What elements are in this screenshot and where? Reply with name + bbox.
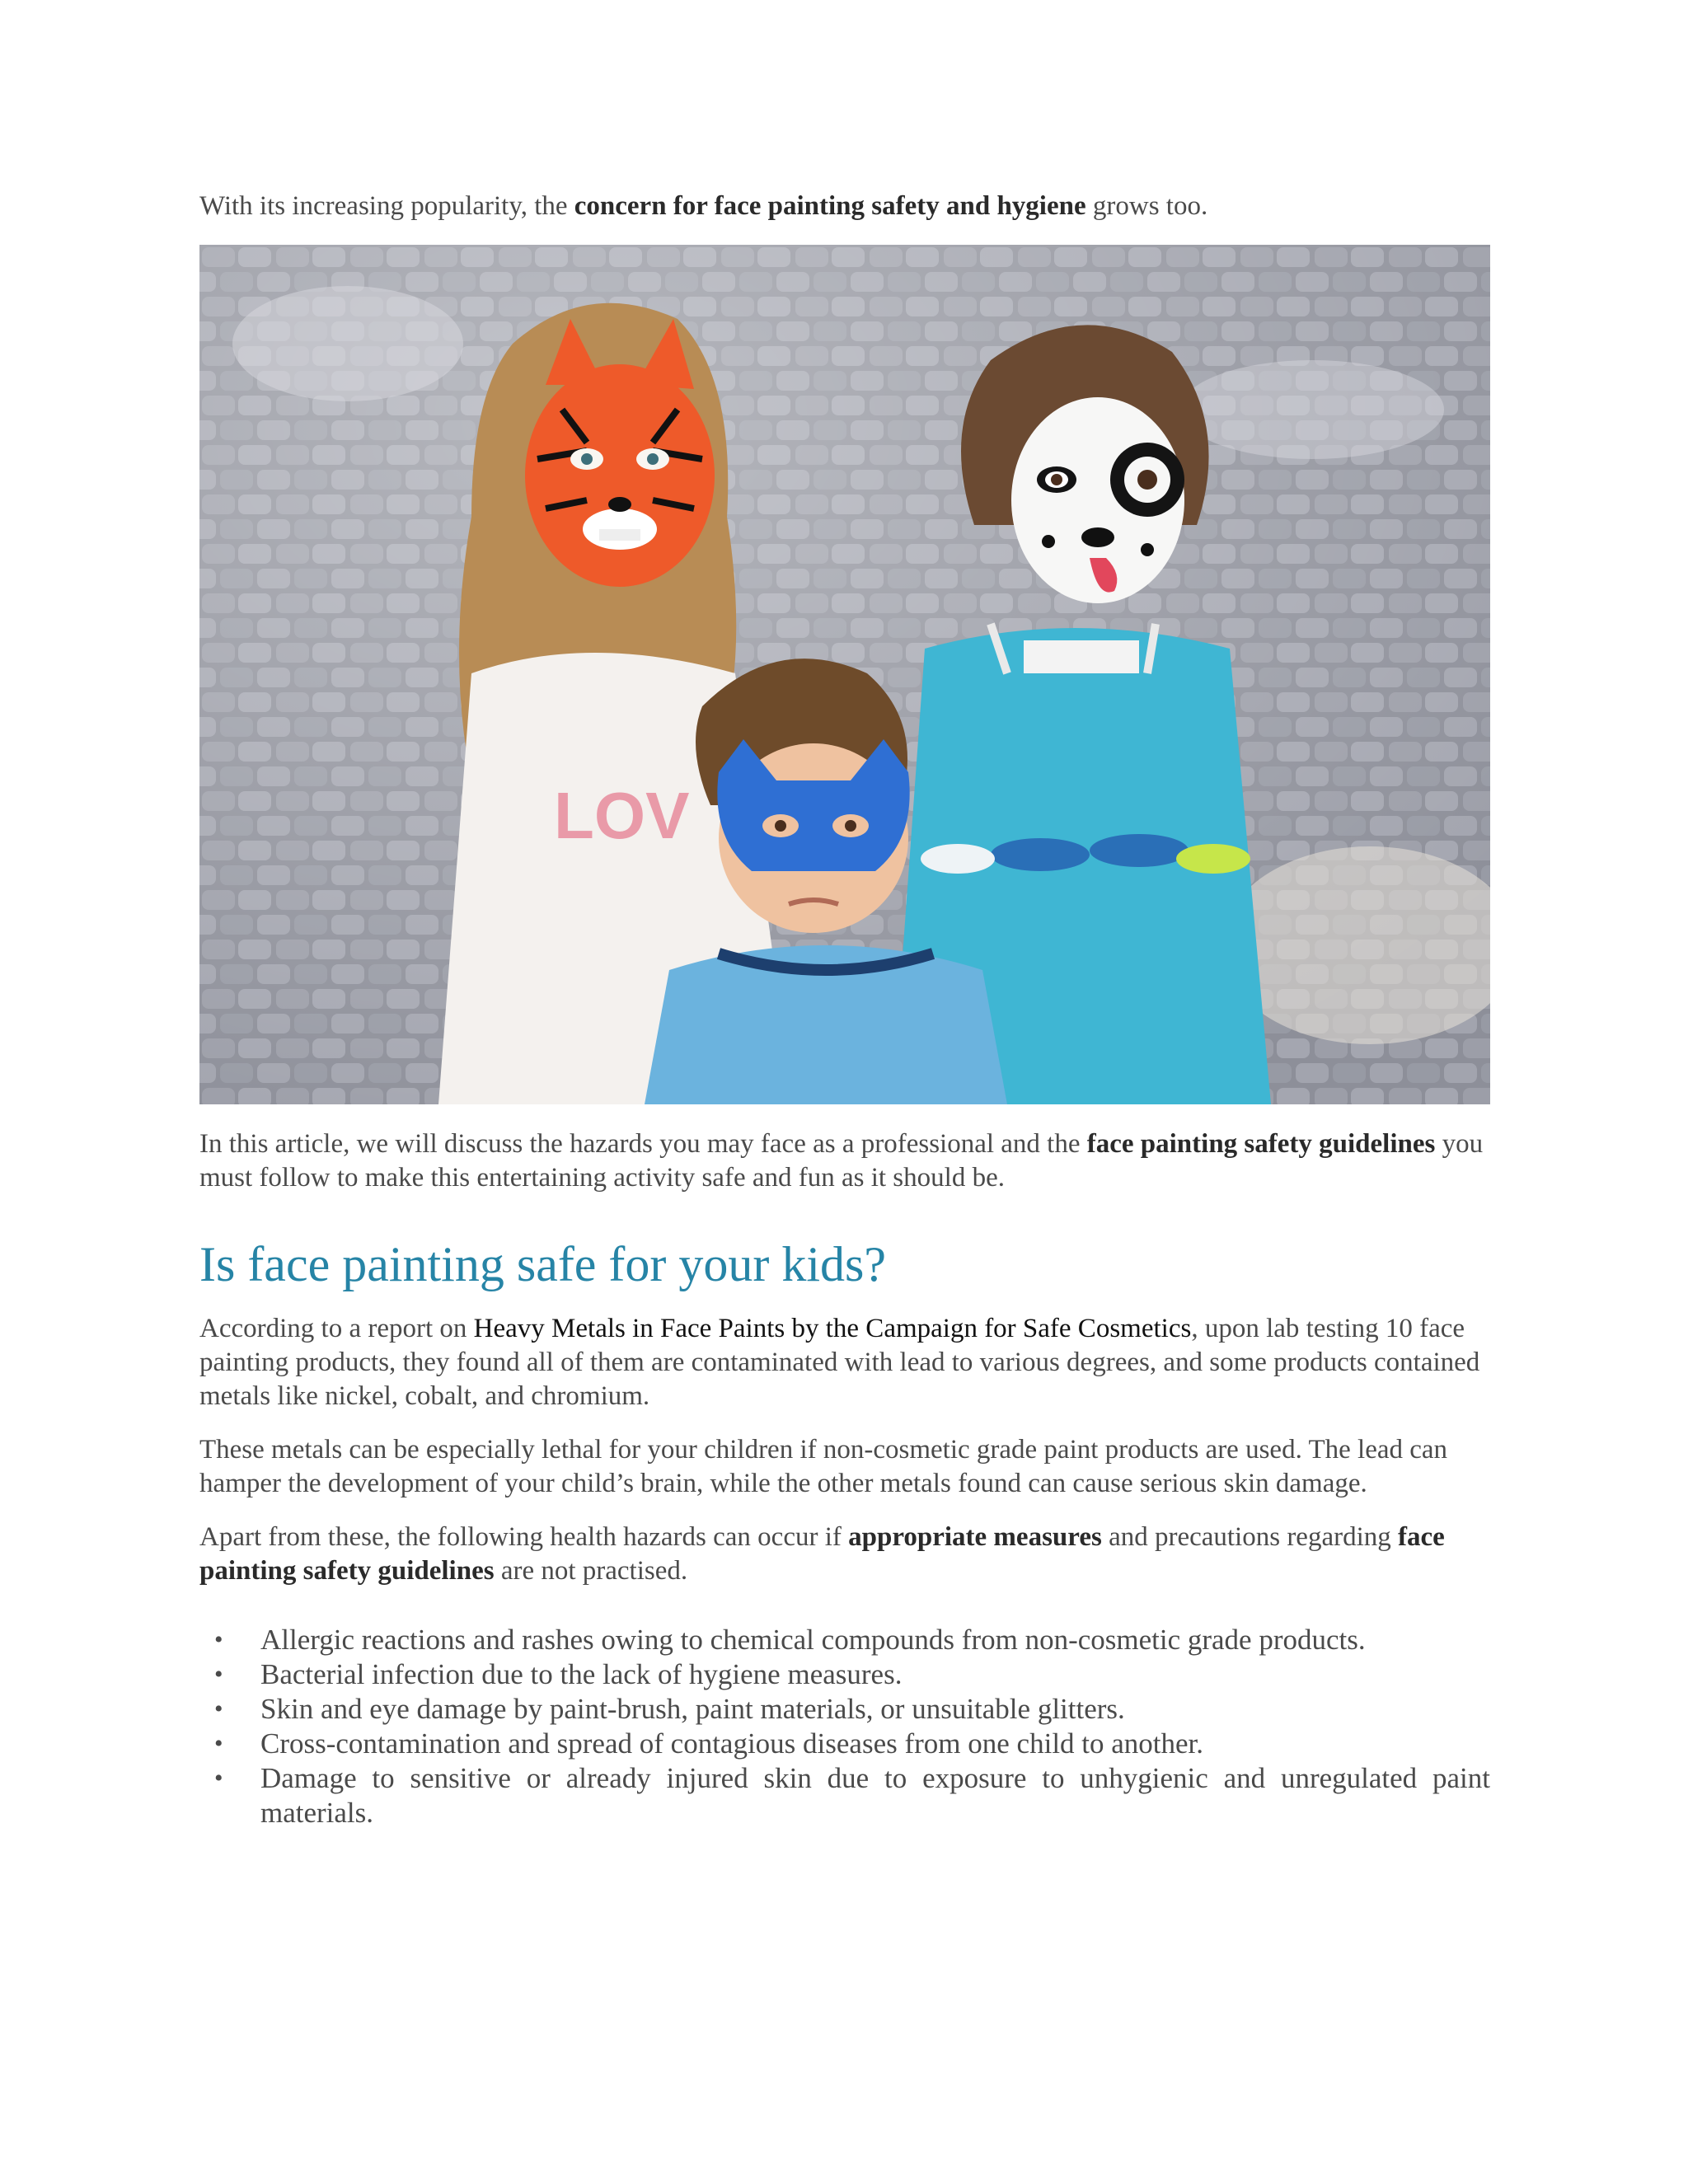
list-item [199,1657,1490,1692]
intro-bold: concern for face painting safety and hygiene [574,191,1086,221]
metals-paragraph: These metals can be especially lethal for your children if non-cosmetic grade paint products are used. The lead can hamper the development of your child’s brain, while the other metals found can cause serious skin damage. [199,1435,1448,1498]
bullet-icon: • [214,1695,223,1722]
list-item [199,1761,1490,1830]
list-item [199,1692,1490,1727]
list-item-text: Skin and eye damage by paint-brush, paint materials, or unsuitable glitters. [260,1693,1125,1725]
list-item [199,1623,1490,1657]
intro-text-end: grows too. [1085,191,1208,221]
article-body [199,190,1490,1830]
article-intro-text: In this article, we will discuss the hazards you may face as a professional and the [199,1129,1087,1159]
list-item-text: Bacterial infection due to the lack of hygiene measures. [260,1658,903,1690]
article-intro-paragraph [199,1127,1490,1195]
bullet-icon: • [214,1626,223,1653]
intro-text: With its increasing popularity, the [199,191,574,221]
svg-text:LOV: LOV [554,779,690,852]
hazards-intro-paragraph [199,1521,1490,1588]
report-link[interactable]: Heavy Metals in Face Paints by the Campaign for Safe Cosmetics [473,1314,1192,1343]
intro-paragraph [199,190,1490,223]
list-item-text: Cross-contamination and spread of contagious diseases from one child to another. [260,1727,1204,1760]
article-intro-bold: face painting safety guidelines [1086,1129,1436,1159]
hazards-intro-text-middle: and precautions regarding [1101,1522,1399,1552]
hazards-intro-text: Apart from these, the following health hazards can occur if [199,1522,849,1552]
report-text: According to a report on [199,1314,474,1343]
hazards-intro-bold-1: appropriate measures [848,1522,1102,1552]
article-intro-text-end: you must follow to make this entertaining activity safe and fun as it should be. [199,1129,1484,1193]
hazards-intro-text-end: are not practised. [494,1556,688,1586]
list-item-text: Damage to sensitive or already injured skin due to exposure to unhygienic and unregulated paint materials. [260,1762,1490,1829]
report-text-end: , upon lab testing 10 face painting products, they found all of them are contaminated with lead to various degrees, and some products contained metals like nickel, cobalt, and chromium. [199,1314,1480,1411]
hazards-list [199,1623,1490,1830]
bullet-icon: • [214,1765,223,1792]
list-item-text: Allergic reactions and rashes owing to chemical compounds from non-cosmetic grade products. [260,1624,1366,1656]
bullet-icon: • [214,1730,223,1757]
bullet-icon: • [214,1661,223,1688]
list-item [199,1727,1490,1761]
face-painting-photo [199,245,1490,1104]
section-heading: Is face painting safe for your kids? [199,1237,887,1291]
hazards-intro-bold-2: face painting safety guidelines [199,1522,1445,1586]
report-paragraph [199,1312,1490,1413]
